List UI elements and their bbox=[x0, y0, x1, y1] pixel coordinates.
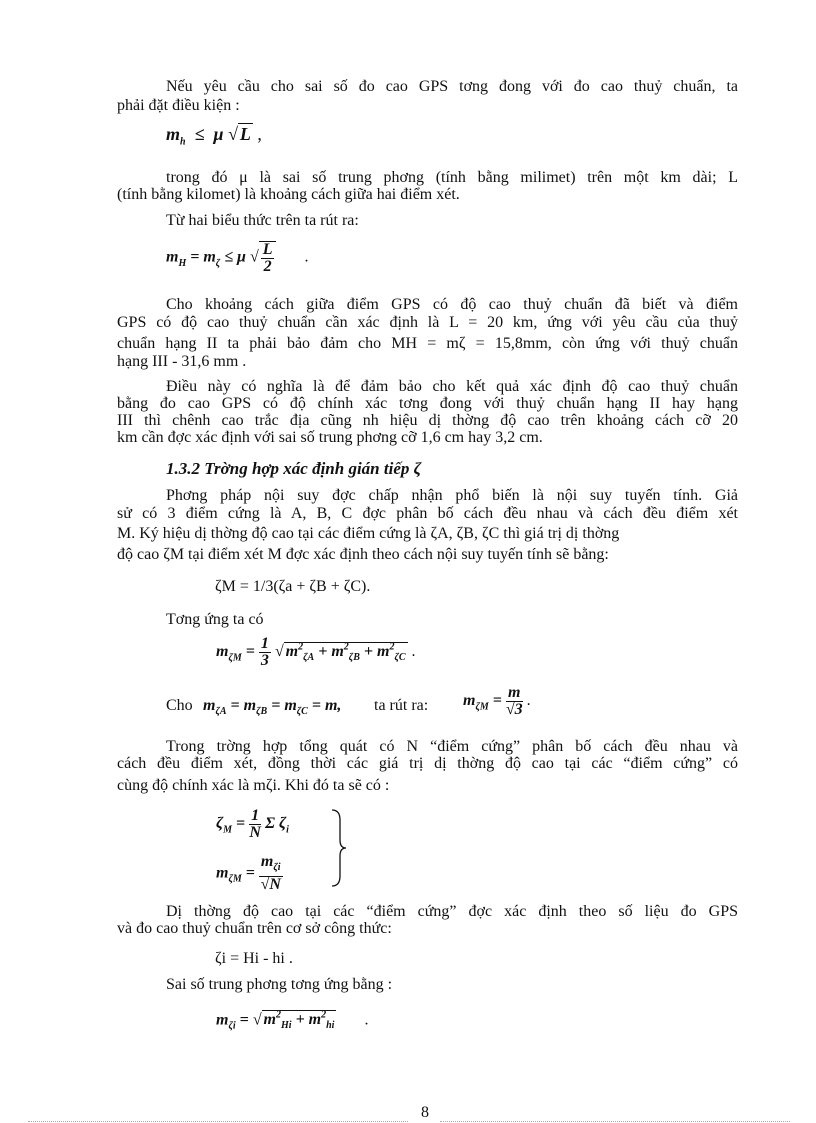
formula-mh: $m_h \le \mu$ √ L , bbox=[166, 124, 262, 148]
formula-mH: $m_H = m_\zeta \le \mu$ √ $\frac{L}{2}$ . bbox=[166, 241, 309, 275]
paragraph-line: M. Ký hiệu dị thờng độ cao tại các điểm cứng là ζA, ζB, ζC thì giá trị dị thờng bbox=[117, 525, 620, 542]
paragraph-line: Phơng pháp nội suy đợc chấp nhận phổ biến là nội suy tuyến tính. Giả bbox=[166, 487, 738, 504]
formula-zetaM: ζM = 1/3(ζa + ζB + ζC). bbox=[215, 578, 371, 595]
footer-rule-right bbox=[440, 1121, 790, 1122]
paragraph-line: chuẩn hạng II ta phải bảo đảm cho MH = mζ = 15,8mm, còn ứng với thuỷ chuẩn bbox=[117, 335, 738, 352]
paragraph-line: phải đặt điều kiện : bbox=[117, 97, 240, 114]
paragraph-line: Trong trờng hợp tổng quát có N “điểm cứng” phân bố cách đều nhau và bbox=[166, 738, 738, 755]
formula-mzeta-i: $m_{\zeta i}$ = √ $m^2_{Hi} + m^2_{hi}$ . bbox=[216, 1010, 369, 1032]
paragraph-line: GPS có độ cao thuỷ chuẩn cần xác định là L = 20 km, ứng với yêu cầu của thuỷ bbox=[117, 314, 738, 331]
paragraph-line: Sai số trung phơng tơng ứng bằng : bbox=[166, 976, 393, 993]
formula-m-sqrt3: $m_{\zeta M}$ = $\frac{m}{√3}$ . bbox=[463, 684, 531, 718]
paragraph-line: Cho bbox=[166, 697, 193, 714]
paragraph-line: (tính bằng kilomet) là khoảng cách giữa hai điểm xét. bbox=[117, 186, 460, 203]
paragraph-line: Từ hai biểu thức trên ta rút ra: bbox=[166, 212, 359, 229]
formula-zetaM-sum: $\zeta_M$ = $\frac{1}{N}$ Σ $\zeta_i$ bbox=[216, 807, 289, 841]
section-heading: 1.3.2 Trờng hợp xác định gián tiếp ζ bbox=[166, 459, 422, 478]
paragraph-line: và đo cao thuỷ chuẩn trên cơ sở công thức: bbox=[117, 920, 392, 937]
paragraph-line: hạng III - 31,6 mm . bbox=[117, 353, 247, 370]
formula-mzetaM: $m_{\zeta M}$ = $\frac{1}{3}$ √ $m^2_{\zeta A} + m^2_{\zeta B} + m^2_{\zeta C}$ . bbox=[216, 635, 416, 669]
paragraph-line: Nếu yêu cầu cho sai số đo cao GPS tơng đong với đo cao thuỷ chuẩn, ta bbox=[166, 78, 738, 95]
footer-rule-left bbox=[28, 1121, 408, 1122]
paragraph-line: cách đều điểm xét, đồng thời các giá trị dị thờng độ cao tại các “điểm cứng” có bbox=[117, 755, 738, 772]
paragraph-line: cùng độ chính xác là mζi. Khi đó ta sẽ có : bbox=[117, 777, 390, 794]
paragraph-line: bằng đo cao GPS có độ chính xác tơng đong với thuỷ chuẩn hạng II hay hạng bbox=[117, 395, 738, 412]
right-brace bbox=[330, 808, 348, 888]
paragraph-line: km cần đợc xác định với sai số trung phơng cỡ 1,6 cm hay 3,2 cm. bbox=[117, 429, 543, 446]
paragraph-line: Điều này có nghĩa là để đảm bảo cho kết quả xác định độ cao thuỷ chuẩn bbox=[166, 378, 738, 395]
paragraph-line: Cho khoảng cách giữa điểm GPS có độ cao thuỷ chuẩn đã biết và điểm bbox=[166, 296, 738, 313]
paragraph-line: Dị thờng độ cao tại các “điểm cứng” đợc xác định theo số liệu đo GPS bbox=[166, 903, 738, 920]
paragraph-line: Tơng ứng ta có bbox=[166, 611, 264, 628]
paragraph-line: ta rút ra: bbox=[374, 697, 429, 714]
paragraph-line: sử có 3 điểm cứng là A, B, C đợc phân bố cách đều nhau và cách đều điểm xét bbox=[117, 505, 738, 522]
paragraph-line: III thì chênh cao trắc địa cũng nh hiệu dị thờng độ cao trên khoảng cách cỡ 20 bbox=[117, 412, 738, 429]
formula-mzeta-N: $m_{\zeta M}$ = $\frac{m_{\zeta i}}{√N}$ bbox=[216, 853, 281, 894]
formula-equal-m: $m_{\zeta A} = m_{\zeta B} = m_{\zeta C} = m$, bbox=[203, 697, 342, 718]
page-number: 8 bbox=[421, 1104, 429, 1121]
paragraph-line: độ cao ζM tại điểm xét M đợc xác định theo cách nội suy tuyến tính sẽ bằng: bbox=[117, 546, 609, 563]
paragraph-line: trong đó μ là sai số trung phơng (tính bằng milimet) trên một km dài; L bbox=[166, 169, 738, 186]
formula-zeta-i: ζi = Hi - hi . bbox=[215, 950, 293, 967]
